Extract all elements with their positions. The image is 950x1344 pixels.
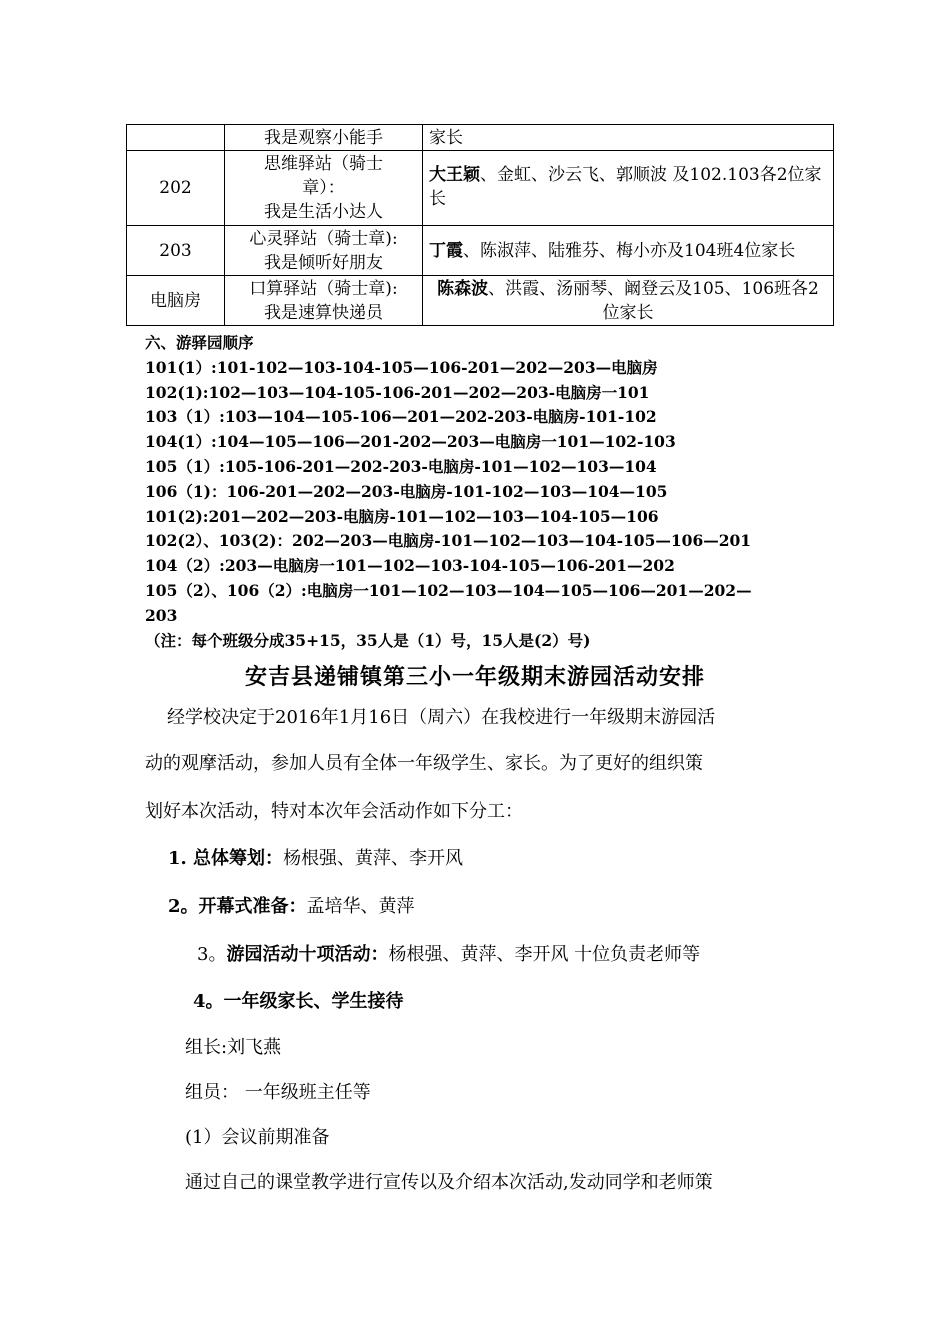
table-row — [127, 276, 834, 326]
route-line: 203 — [145, 605, 178, 625]
task-item — [197, 942, 700, 968]
table-row — [127, 125, 834, 151]
sub-heading: (1）会议前期准备 — [185, 1127, 330, 1148]
people-list: 、洪霞、汤丽琴、阚登云及105、106班各2位家长 — [488, 278, 819, 323]
people-list: 、陈淑萍、陆雅芬、梅小亦及104班4位家长 — [463, 240, 796, 261]
task-item — [168, 846, 463, 872]
route-line: 104(1）:104—105—106—201-202—203—电脑房一101—102-103 — [145, 432, 676, 452]
group-members: 组员： 一年级班主任等 — [185, 1082, 371, 1103]
people-cell — [423, 151, 834, 226]
station-cell — [225, 226, 423, 276]
task-label: 4。一年级家长、学生接待 — [193, 991, 404, 1012]
station-line: 我是倾听好朋友 — [264, 252, 383, 273]
task-number: 3。 — [197, 944, 227, 965]
route-line: 105（2）、106（2）:电脑房一101—102—103—104—105—106—201—202— — [145, 580, 752, 600]
tour-order-section — [145, 331, 825, 653]
station-line: 我是观察小能手 — [264, 127, 383, 148]
class-note: （注：每个班级分成35+15，35人是（1）号，15人是(2）号) — [145, 630, 591, 650]
room-cell: 202 — [127, 151, 225, 226]
intro-paragraph-line: 经学校决定于2016年1月16日（周六）在我校进行一年级期末游园活 — [167, 707, 716, 728]
station-line: 我是速算快递员 — [264, 302, 383, 323]
station-cell — [225, 276, 423, 326]
leader-name: 丁霞 — [429, 240, 463, 261]
station-line: 章）： — [302, 178, 345, 198]
route-line: 104（2）:203—电脑房一101—102—103-104-105—106-201—202 — [145, 556, 675, 576]
leader-name: 大王颖 — [429, 165, 480, 185]
task-label: 2。开幕式准备： — [168, 896, 307, 917]
intro-paragraph-line: 动的观摩活动，参加人员有全体一年级学生、家长。为了更好的组织策 — [145, 753, 703, 774]
table-row — [127, 226, 834, 276]
task-value: 杨根强、黄萍、李开风 — [283, 848, 464, 869]
station-line: 心灵驿站（骑士章): — [249, 228, 398, 249]
station-cell — [225, 151, 423, 226]
body-line: 通过自己的课堂教学进行宣传以及介绍本次活动,发动同学和老师策 — [185, 1172, 713, 1193]
group-leader: 组长:刘飞燕 — [185, 1037, 282, 1058]
task-value: 孟培华、黄萍 — [306, 896, 415, 917]
task-label: 游园活动十项活动： — [226, 944, 389, 965]
room-cell — [127, 125, 225, 151]
room-cell: 203 — [127, 226, 225, 276]
people-list: 家长 — [429, 127, 463, 148]
people-cell — [423, 276, 834, 326]
task-value: 杨根强、黄萍、李开风 十位负责老师等 — [388, 944, 701, 965]
route-line: 105（1）:105-106-201—202-203-电脑房-101—102—103—104 — [145, 456, 657, 476]
station-line: 口算驿站（骑士章): — [249, 278, 398, 299]
task-label: 1. 总体筹划： — [168, 848, 284, 869]
section-heading: 六、游驿园顺序 — [145, 333, 254, 352]
route-line: 102(2）、103(2)：202—203—电脑房-101—102—103—104-105—106—201 — [145, 531, 752, 551]
room-cell: 电脑房 — [127, 276, 225, 326]
people-list: 、金虹、沙云飞、郭顺波 及102.103各2位家长 — [429, 165, 822, 209]
route-line: 101(1）:101-102—103-104-105—106-201—202—203—电脑房 — [145, 357, 658, 377]
route-line: 103（1）:103—104—105-106—201—202-203-电脑房-101-102 — [145, 407, 657, 427]
station-line: 我是生活小达人 — [264, 202, 383, 222]
intro-paragraph-line: 划好本次活动，特对本次年会活动作如下分工： — [145, 801, 523, 822]
route-line: 102(1):102—103—104-105-106-201—202—203-电脑房一101 — [145, 382, 650, 402]
document-title: 安吉县递铺镇第三小一年级期末游园活动安排 — [244, 664, 705, 690]
leader-name: 陈森波 — [437, 278, 489, 299]
route-line: 101(2):201—202—203-电脑房-101—102—103—104-105—106 — [145, 506, 659, 526]
station-line: 思维驿站（骑士 — [264, 154, 383, 174]
task-item — [168, 894, 415, 920]
task-item — [193, 989, 404, 1015]
people-cell — [423, 226, 834, 276]
table-row — [127, 151, 834, 226]
route-line: 106（1)：106-201—202—203-电脑房-101-102—103—104—105 — [145, 481, 668, 501]
station-schedule-table — [126, 124, 834, 326]
people-cell — [423, 125, 834, 151]
station-cell — [225, 125, 423, 151]
